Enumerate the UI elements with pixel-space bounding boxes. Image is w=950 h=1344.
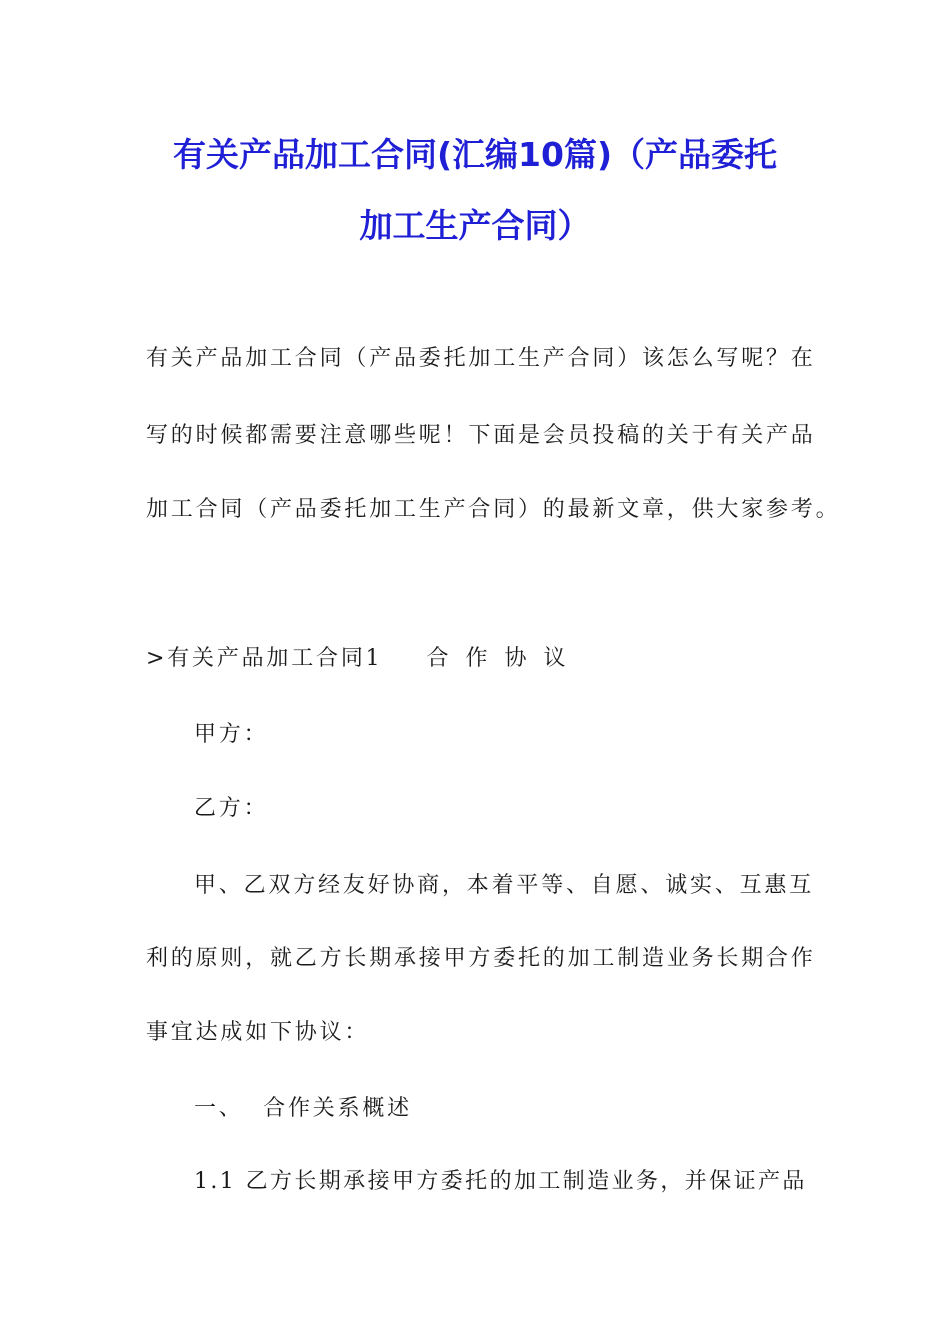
- document-title-line-1: 有关产品加工合同(汇编10篇)（产品委托: [172, 135, 778, 174]
- body-line-3: 事宜达成如下协议：: [146, 1020, 370, 1045]
- intro-line-1: 有关产品加工合同（产品委托加工生产合同）该怎么写呢？在: [146, 346, 816, 371]
- section-marker: >有关产品加工合同1: [146, 646, 383, 671]
- body-line-1: 甲、乙双方经友好协商，本着平等、自愿、诚实、互惠互: [194, 873, 815, 898]
- body-line-2: 利的原则，就乙方长期承接甲方委托的加工制造业务长期合作: [146, 946, 816, 971]
- party-a-label: 甲方：: [194, 722, 269, 747]
- section-title: 合作协议: [426, 646, 583, 671]
- document-title-line-2: 加工生产合同）: [359, 206, 591, 245]
- intro-line-3: 加工合同（产品委托加工生产合同）的最新文章，供大家参考。: [146, 497, 841, 522]
- party-b-label: 乙方：: [194, 796, 269, 821]
- clause-heading: 一、 合作关系概述: [194, 1096, 412, 1121]
- clause-1-1: 1.1 乙方长期承接甲方委托的加工制造业务，并保证产品: [194, 1169, 807, 1194]
- section-heading: [146, 644, 582, 674]
- intro-line-2: 写的时候都需要注意哪些呢！下面是会员投稿的关于有关产品: [146, 423, 816, 448]
